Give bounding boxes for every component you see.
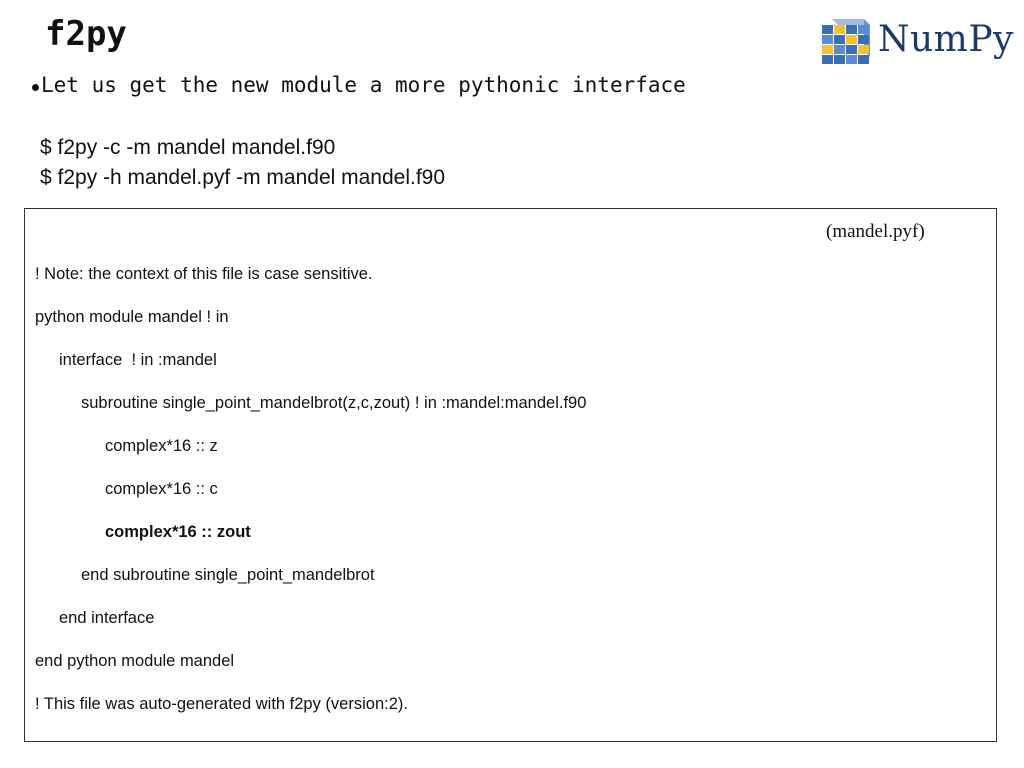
code-line: end subroutine single_point_mandelbrot xyxy=(81,566,375,584)
numpy-logo xyxy=(818,12,1014,68)
bullet-point xyxy=(32,72,686,98)
command-list xyxy=(40,133,445,193)
code-line: subroutine single_point_mandelbrot(z,c,zout) ! in :mandel:mandel.f90 xyxy=(81,394,587,412)
code-lines xyxy=(35,253,586,726)
code-listing-box xyxy=(24,208,997,742)
code-line: complex*16 :: c xyxy=(105,480,218,498)
logo-text: NumPy xyxy=(878,19,1014,60)
code-line: interface ! in :mandel xyxy=(59,351,217,369)
code-line: ! This file was auto-generated with f2py (version:2). xyxy=(35,695,408,713)
code-line: ! Note: the context of this file is case sensitive. xyxy=(35,265,373,283)
bullet-text: Let us get the new module a more pythonic interface xyxy=(41,73,686,97)
bullet-icon xyxy=(32,84,39,91)
numpy-cube-icon xyxy=(818,15,872,65)
slide-title: f2py xyxy=(45,14,127,54)
code-line: end interface xyxy=(59,609,155,627)
code-line: complex*16 :: z xyxy=(105,437,218,455)
command-line: $ f2py -h mandel.pyf -m mandel mandel.f90 xyxy=(40,166,446,189)
code-line: python module mandel ! in xyxy=(35,308,229,326)
command-line: $ f2py -c -m mandel mandel.f90 xyxy=(40,136,336,159)
code-line: end python module mandel xyxy=(35,652,235,670)
file-label: (mandel.pyf) xyxy=(826,221,925,242)
code-line-highlighted: complex*16 :: zout xyxy=(105,523,251,541)
